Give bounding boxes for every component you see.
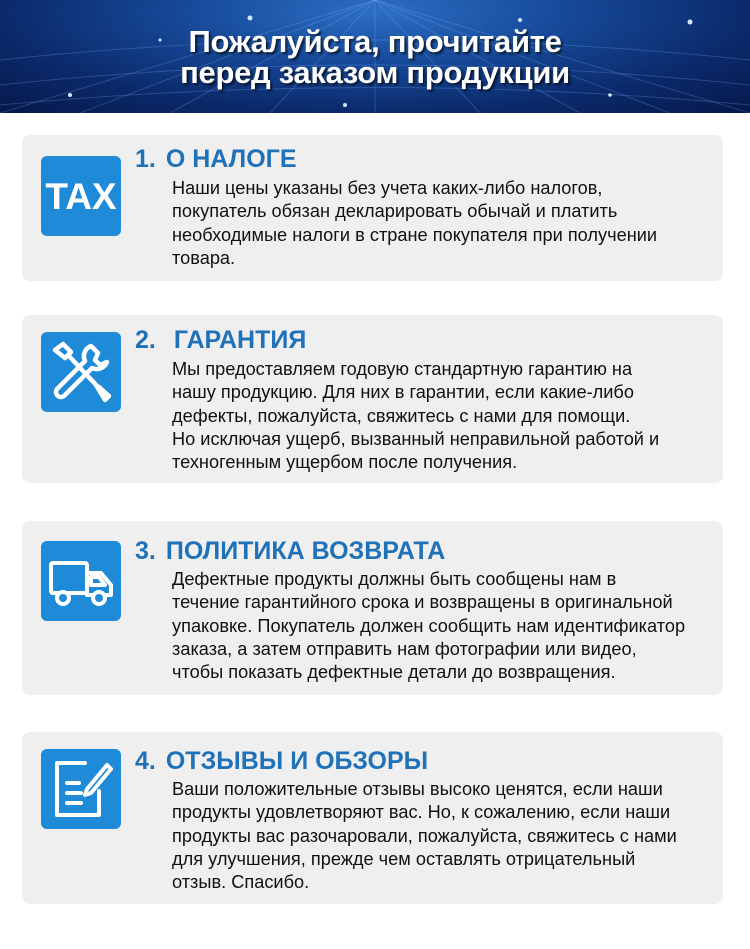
section-heading: [135, 325, 306, 355]
section-number: 4.: [135, 747, 156, 775]
body-line: Мы предоставляем годовую стандартную гарантию на: [172, 359, 633, 379]
section-body: [172, 778, 732, 894]
body-line: дефекты, пожалуйста, свяжитесь с нами для помощи.: [172, 405, 631, 426]
section-heading: [135, 144, 297, 174]
body-line: техногенным ущербом после получения.: [172, 452, 518, 473]
section-number: 2.: [135, 326, 156, 354]
banner-title-line2: перед заказом продукции: [180, 55, 570, 90]
tax-icon: [41, 156, 121, 236]
body-line: Ваши положительные отзывы высоко ценятся, если наши: [172, 779, 663, 799]
body-line: продукты вас разочаровали, пожалуйста, свяжитесь с нами: [172, 825, 677, 846]
body-line: заказа, а затем отправить нам фотографии или видео,: [172, 638, 637, 659]
body-line: Но исключая ущерб, вызванный неправильной работой и: [172, 428, 660, 449]
section-number: 3.: [135, 537, 156, 565]
body-line: продукты удовлетворяют вас. Но, к сожалению, если наши: [172, 802, 671, 823]
banner-title: [0, 26, 750, 88]
section-body: [172, 568, 732, 684]
section-heading: [135, 746, 428, 776]
body-line: покупатель обязан декларировать обычай и платить: [172, 201, 618, 222]
truck-icon: [41, 541, 121, 621]
section-return-policy: [22, 521, 723, 695]
section-title: ОТЗЫВЫ И ОБЗОРЫ: [165, 747, 429, 775]
section-reviews: [22, 732, 723, 904]
section-body: [172, 177, 732, 270]
body-line: товара.: [172, 247, 236, 268]
body-line: упаковке. Покупатель должен сообщить нам идентификатор: [172, 615, 686, 636]
banner-title-line1: Пожалуйста, прочитайте: [188, 24, 562, 59]
section-title: О НАЛОГЕ: [165, 145, 297, 173]
section-number: 1.: [135, 145, 156, 173]
section-warranty: [22, 315, 723, 483]
tax-icon-text: TAX: [45, 176, 117, 217]
wrench-screwdriver-icon: [41, 332, 121, 412]
body-line: чтобы показать дефектные детали до возвращения.: [172, 662, 616, 683]
body-line: Наши цены указаны без учета каких-либо налогов,: [172, 178, 603, 198]
body-line: Дефектные продукты должны быть сообщены нам в: [172, 569, 617, 589]
body-line: течение гарантийного срока и возвращены в оригинальной: [172, 592, 673, 613]
section-title: ГАРАНТИЯ: [173, 326, 307, 354]
section-heading: [135, 536, 445, 566]
body-line: отзыв. Спасибо.: [172, 872, 310, 893]
section-title: ПОЛИТИКА ВОЗВРАТА: [165, 537, 446, 565]
feedback-edit-icon: [41, 749, 121, 829]
header-banner: [0, 0, 750, 113]
section-tax: [22, 135, 723, 281]
body-line: необходимые налоги в стране покупателя при получении: [172, 224, 658, 245]
body-line: нашу продукцию. Для них в гарантии, если какие-либо: [172, 382, 634, 403]
body-line: для улучшения, прежде чем оставлять отрицательный: [172, 848, 636, 869]
section-body: [172, 358, 732, 474]
